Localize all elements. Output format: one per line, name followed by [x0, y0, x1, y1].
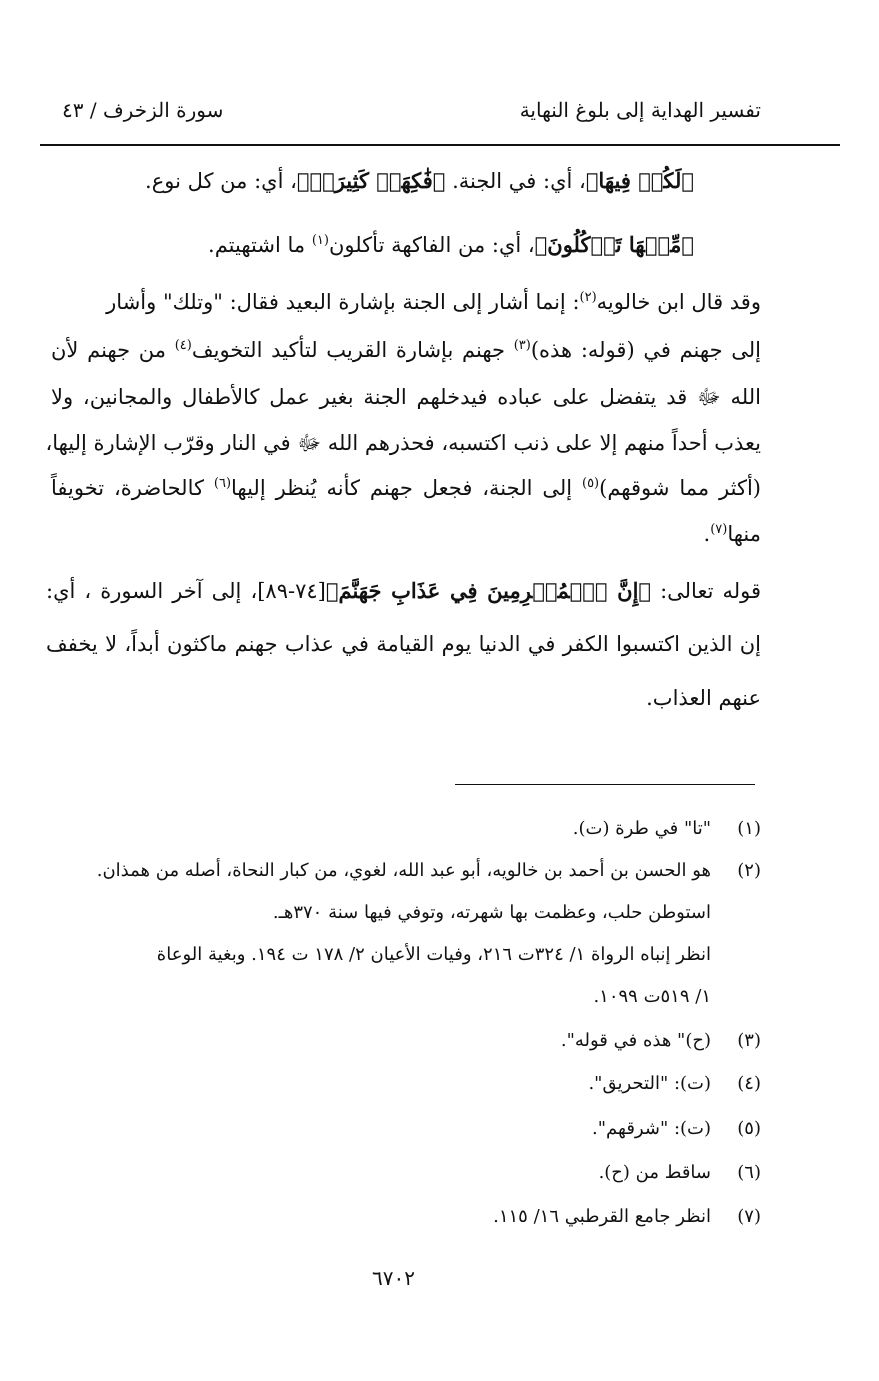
footnote-7 — [493, 1206, 761, 1227]
body-line-11: عنهم العذاب. — [646, 686, 761, 710]
body-text: ما اشتهيتم. — [208, 233, 312, 257]
quran-quote: ﴿مِّنۡهَا تَأۡكُلُونَ﴾ — [534, 232, 694, 257]
footnote-text: ساقط من (ح). — [598, 1162, 711, 1183]
body-text: (أكثر مما شوقهم) — [599, 476, 761, 500]
body-text: إلى جهنم في (قوله: هذه) — [530, 338, 761, 362]
footnote-ref: (٣) — [513, 338, 531, 353]
body-line-5: الله ﷻ قد يتفضل على عباده فيدخلهم الجنة بغير عمل كالأطفال والمجانين، ولا — [51, 385, 761, 409]
footnote-ref: (٧) — [710, 522, 728, 537]
footnote-text: هو الحسن بن أحمد بن خالويه، أبو عبد الله، لغوي، من كبار النحاة، أصله من همذان. — [96, 860, 711, 881]
footnote-3 — [561, 1030, 761, 1051]
body-line-8 — [704, 522, 762, 546]
body-text: منها — [727, 522, 761, 546]
body-text: ، أي: من كل نوع. — [145, 169, 297, 193]
body-text: قوله تعالى: — [651, 579, 762, 603]
body-line-6: يعذب أحداً منهم إلا على ذنب اكتسبه، فحذرهم الله ﷻ في النار وقرّب الإشارة إليها، — [45, 431, 761, 455]
quran-quote: ﴿لَكُمۡ فِيهَا﴾ — [585, 168, 694, 193]
footnote-number: (٥) — [737, 1118, 761, 1139]
footnote-number: (٢) — [737, 860, 761, 881]
footnote-text: "تا" في طرة (ت). — [572, 818, 711, 839]
body-text: ، أي: في الجنة. — [445, 169, 586, 193]
footnote-separator — [455, 784, 755, 785]
footnote-ref: (٦) — [213, 476, 232, 491]
running-head-surah: سورة الزخرف / ٤٣ — [62, 98, 224, 122]
body-line-2 — [208, 232, 694, 257]
footnote-number: (٦) — [737, 1162, 761, 1183]
footnote-text: انظر جامع القرطبي ١٦/ ١١٥. — [493, 1206, 711, 1227]
footnote-2-line-3: انظر إنباه الرواة ١/ ٣٢٤ت ٢١٦، وفيات الأعيان ٢/ ١٧٨ ت ١٩٤. وبغية الوعاة — [156, 944, 711, 965]
footnote-number: (١) — [737, 818, 761, 839]
quran-quote: ﴿فَٰكِهَةٞ كَثِيرَةٞ﴾ — [296, 168, 446, 193]
body-text: من جهنم لأن — [51, 338, 175, 362]
body-text: إلى الجنة، فجعل جهنم كأنه يُنظر إليها — [231, 476, 582, 500]
footnote-text: (ت): "التحريق". — [588, 1073, 711, 1094]
body-line-7 — [51, 476, 761, 500]
body-text: . — [703, 522, 711, 546]
running-head-book-title: تفسير الهداية إلى بلوغ النهاية — [519, 98, 761, 122]
footnote-5 — [592, 1118, 761, 1139]
body-line-1 — [145, 168, 694, 193]
page-number: ٦٧٠٢ — [372, 1266, 415, 1290]
body-text: : إنما أشار إلى الجنة بإشارة البعيد فقال: "وتلك" وأشار — [106, 290, 580, 314]
body-text: وقد قال ابن خالويه — [596, 290, 761, 314]
footnote-2-line-2: استوطن حلب، وعظمت بها شهرته، وتوفي فيها سنة ٣٧٠هـ. — [272, 902, 711, 923]
footnote-text: (ح)" هذه في قوله". — [560, 1030, 711, 1051]
footnote-ref: (٥) — [581, 476, 600, 491]
body-line-4 — [51, 338, 761, 362]
footnote-ref: (٢) — [579, 290, 597, 305]
footnote-number: (٣) — [737, 1030, 761, 1051]
footnote-2-line-4: ١/ ٥١٩ت ١٠٩٩. — [593, 986, 711, 1007]
footnote-1 — [573, 818, 761, 839]
body-line-3 — [106, 290, 761, 314]
header-rule — [40, 144, 840, 146]
footnote-number: (٤) — [737, 1073, 761, 1094]
body-text: [٧٤-٨٩]، إلى آخر السورة ، أي: — [46, 579, 326, 603]
footnote-4 — [588, 1073, 761, 1094]
body-text: ، أي: من الفاكهة تأكلون — [328, 233, 535, 257]
footnote-ref: (٤) — [174, 338, 192, 353]
footnote-6 — [599, 1162, 761, 1183]
footnote-2 — [97, 860, 761, 881]
quran-quote: ﴿إِنَّ ٱلۡمُجۡرِمِينَ فِي عَذَابِ جَهَنَّمَ﴾ — [325, 578, 652, 603]
body-text: جهنم بإشارة القريب لتأكيد التخويف — [191, 338, 514, 362]
body-text: كالحاضرة، تخويفاً — [51, 476, 214, 500]
body-line-9 — [46, 578, 761, 603]
footnote-text: (ت): "شرقهم". — [592, 1118, 711, 1139]
footnote-number: (٧) — [737, 1206, 761, 1227]
body-line-10: إن الذين اكتسبوا الكفر في الدنيا يوم القيامة في عذاب جهنم ماكثون أبداً، لا يخفف — [46, 632, 761, 656]
footnote-ref: (١) — [311, 233, 329, 248]
